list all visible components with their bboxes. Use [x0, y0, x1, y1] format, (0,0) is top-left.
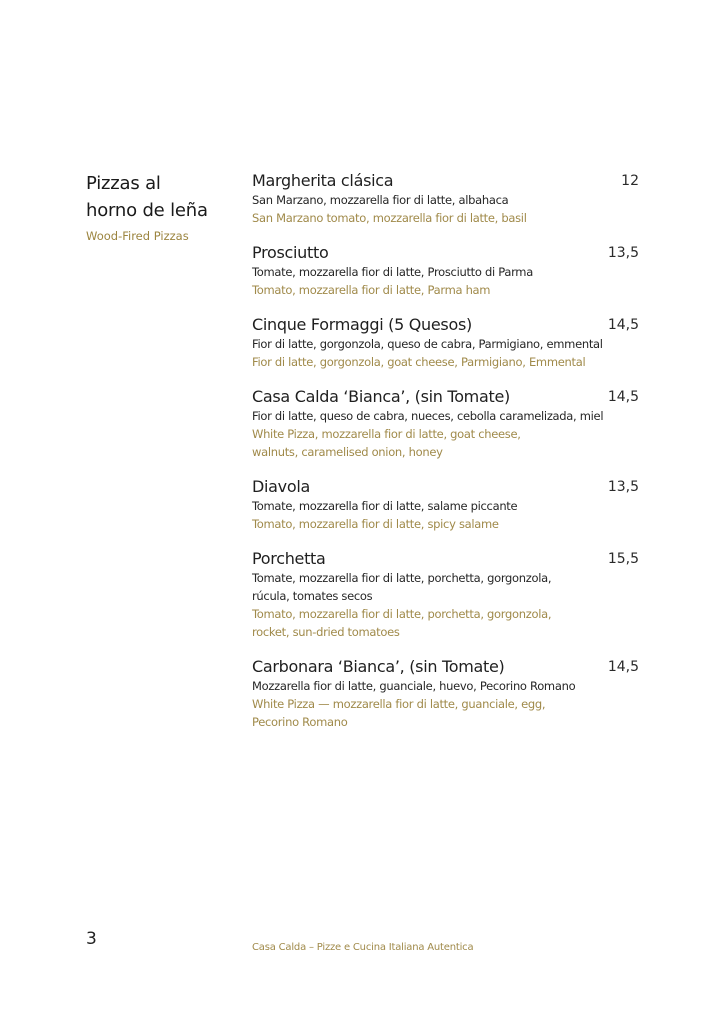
section-title-line: Pizzas al — [86, 173, 161, 194]
item-description-es: Mozzarella fior di latte, guanciale, huevo, Pecorino Romano — [252, 679, 576, 693]
item-description-es: Tomate, mozzarella fior di latte, porchetta, gorgonzola, rúcula, tomates secos — [252, 571, 552, 603]
section-header — [86, 170, 236, 244]
item-name: Margherita clásica — [252, 171, 394, 190]
item-price: 14,5 — [607, 389, 639, 405]
item-description-en: White Pizza — mozzarella fior di latte, guanciale, egg, Pecorino Romano — [252, 697, 546, 729]
menu-item — [252, 657, 639, 731]
menu-item — [252, 315, 639, 371]
item-name: Diavola — [252, 477, 310, 496]
menu-items — [252, 171, 639, 747]
page-number: 3 — [86, 929, 97, 949]
item-description-en: Tomato, mozzarella fior di latte, porchetta, gorgonzola, rocket, sun-dried tomatoes — [252, 607, 552, 639]
item-price: 15,5 — [607, 551, 639, 567]
menu-item — [252, 549, 639, 641]
item-description-en: Fior di latte, gorgonzola, goat cheese, Parmigiano, Emmental — [252, 355, 586, 369]
item-description-es: Fior di latte, gorgonzola, queso de cabra, Parmigiano, emmental — [252, 337, 603, 351]
item-name: Porchetta — [252, 549, 326, 568]
item-price: 14,5 — [607, 317, 639, 333]
menu-item — [252, 477, 639, 533]
item-description-en: Tomato, mozzarella fior di latte, Parma ham — [252, 283, 491, 297]
menu-item — [252, 243, 639, 299]
menu-item — [252, 171, 639, 227]
item-name: Prosciutto — [252, 243, 329, 262]
section-title-line: horno de leña — [86, 200, 208, 221]
item-description-en: San Marzano tomato, mozzarella fior di latte, basil — [252, 211, 527, 225]
item-price: 14,5 — [607, 659, 639, 675]
item-description-es: Tomate, mozzarella fior di latte, Prosciutto di Parma — [252, 265, 533, 279]
item-description-es: San Marzano, mozzarella fior di latte, albahaca — [252, 193, 509, 207]
menu-item — [252, 387, 639, 461]
section-title — [86, 170, 236, 224]
item-price: 13,5 — [607, 245, 639, 261]
item-name: Cinque Formaggi (5 Quesos) — [252, 315, 472, 334]
footer-text: Casa Calda – Pizze e Cucina Italiana Autentica — [252, 942, 474, 953]
item-description-es: Tomate, mozzarella fior di latte, salame piccante — [252, 499, 518, 513]
item-price: 12 — [621, 173, 639, 189]
item-name: Casa Calda ‘Bianca’, (sin Tomate) — [252, 387, 510, 406]
item-name: Carbonara ‘Bianca’, (sin Tomate) — [252, 657, 505, 676]
item-description-en: White Pizza, mozzarella fior di latte, goat cheese, walnuts, caramelised onion, honey — [252, 427, 521, 459]
item-description-en: Tomato, mozzarella fior di latte, spicy salame — [252, 517, 499, 531]
item-price: 13,5 — [607, 479, 639, 495]
item-description-es: Fior di latte, queso de cabra, nueces, cebolla caramelizada, miel — [252, 409, 604, 423]
section-subtitle: Wood-Fired Pizzas — [86, 229, 189, 243]
